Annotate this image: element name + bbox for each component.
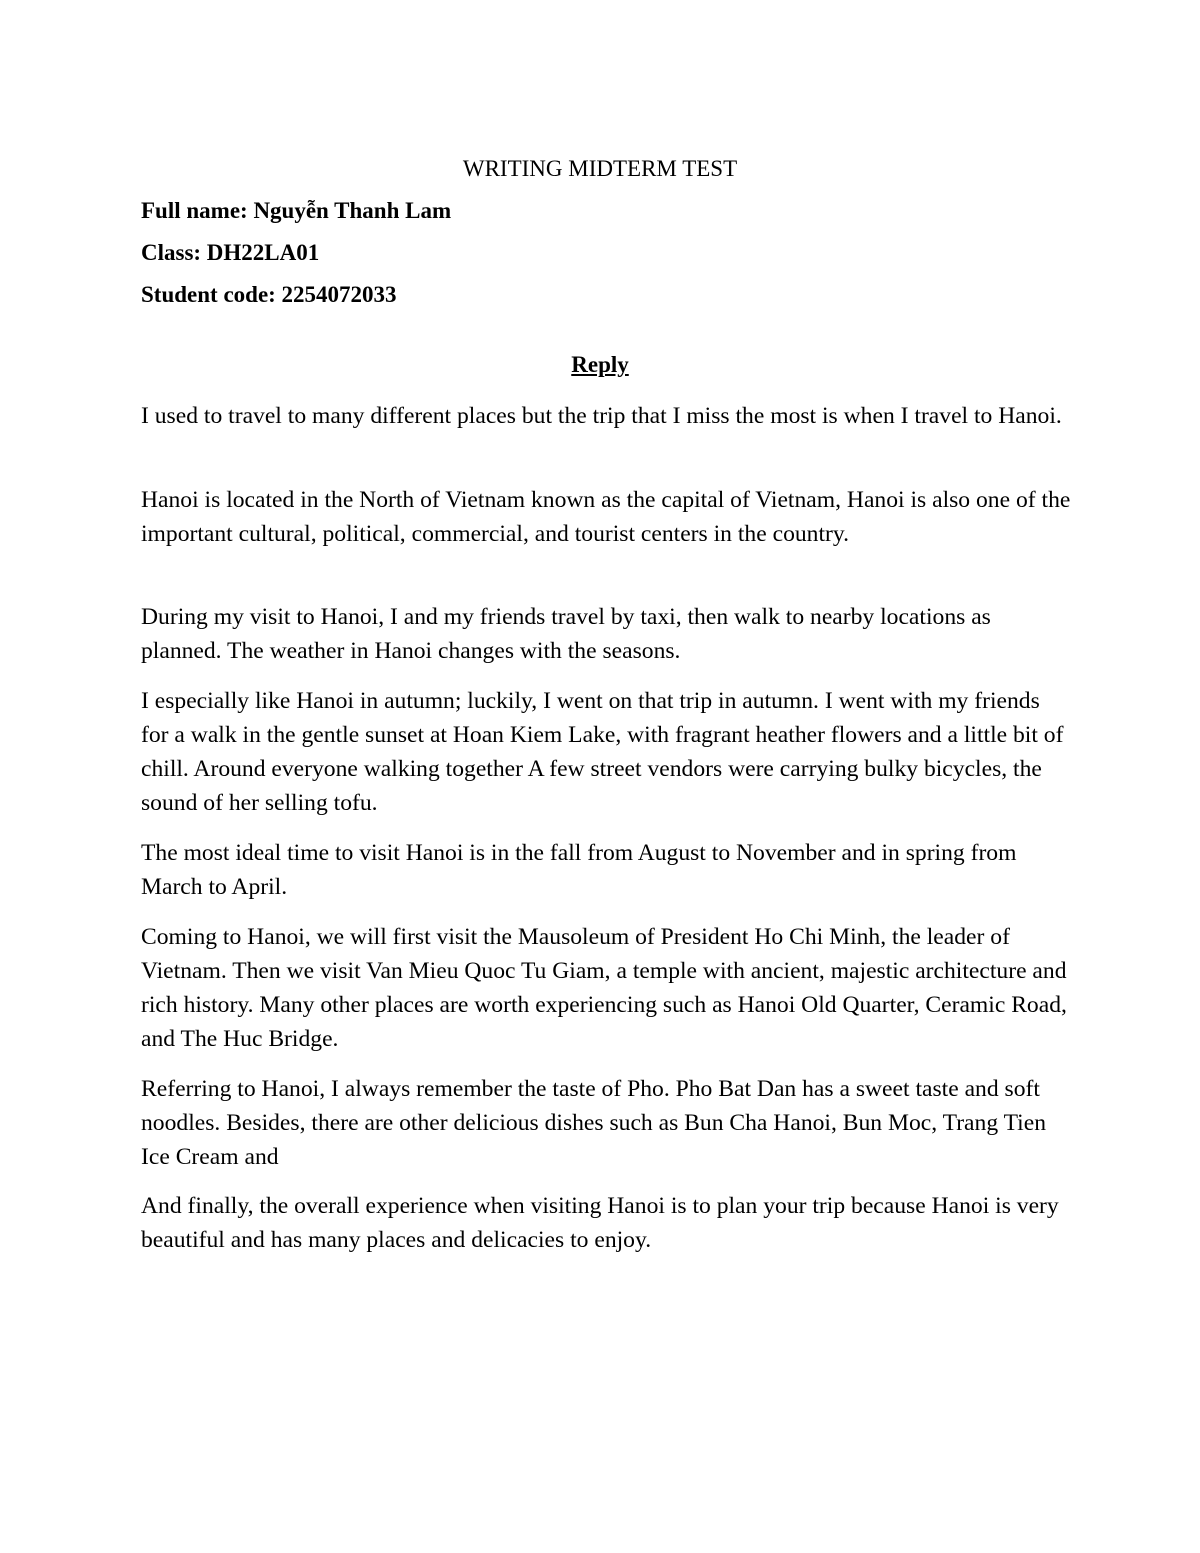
paragraph: During my visit to Hanoi, I and my friends travel by taxi, then walk to nearby locations as planned. The weather in Hanoi changes with the seasons.	[141, 604, 991, 664]
reply-heading: Reply	[571, 352, 629, 377]
full-name-line: Full name: Nguyễn Thanh Lam	[141, 198, 452, 223]
paragraph: Coming to Hanoi, we will first visit the Mausoleum of President Ho Chi Minh, the leader of Vietnam. Then we visit Van Mieu Quoc Tu Giam, a temple with ancient, majestic architecture and rich history. Many other places are worth experiencing such as Hanoi Old Quarter, Ceramic Road, and The Huc Bridge.	[141, 924, 1067, 1052]
paragraph: Referring to Hanoi, I always remember the taste of Pho. Pho Bat Dan has a sweet taste and soft noodles. Besides, there are other delicious dishes such as Bun Cha Hanoi, Bun Moc, Trang Tien Ice Cream and	[141, 1076, 1046, 1170]
class-line: Class: DH22LA01	[141, 240, 320, 265]
paragraph: The most ideal time to visit Hanoi is in the fall from August to November and in spring from March to April.	[141, 840, 1017, 900]
paragraph: I especially like Hanoi in autumn; luckily, I went on that trip in autumn. I went with my friends for a walk in the gentle sunset at Hoan Kiem Lake, with fragrant heather flowers and a little bit of chill. Around everyone walking together A few street vendors were carrying bulky bicycles, the sound of her selling tofu.	[141, 688, 1064, 816]
student-code-line: Student code: 2254072033	[141, 282, 397, 307]
paragraph: I used to travel to many different places but the trip that I miss the most is when I travel to Hanoi.	[141, 403, 1062, 429]
paragraph: And finally, the overall experience when visiting Hanoi is to plan your trip because Hanoi is very beautiful and has many places and delicacies to enjoy.	[141, 1193, 1059, 1253]
document-title: WRITING MIDTERM TEST	[462, 156, 738, 181]
paragraph: Hanoi is located in the North of Vietnam known as the capital of Vietnam, Hanoi is also one of the important cultural, political, commercial, and tourist centers in the country.	[141, 487, 1071, 547]
